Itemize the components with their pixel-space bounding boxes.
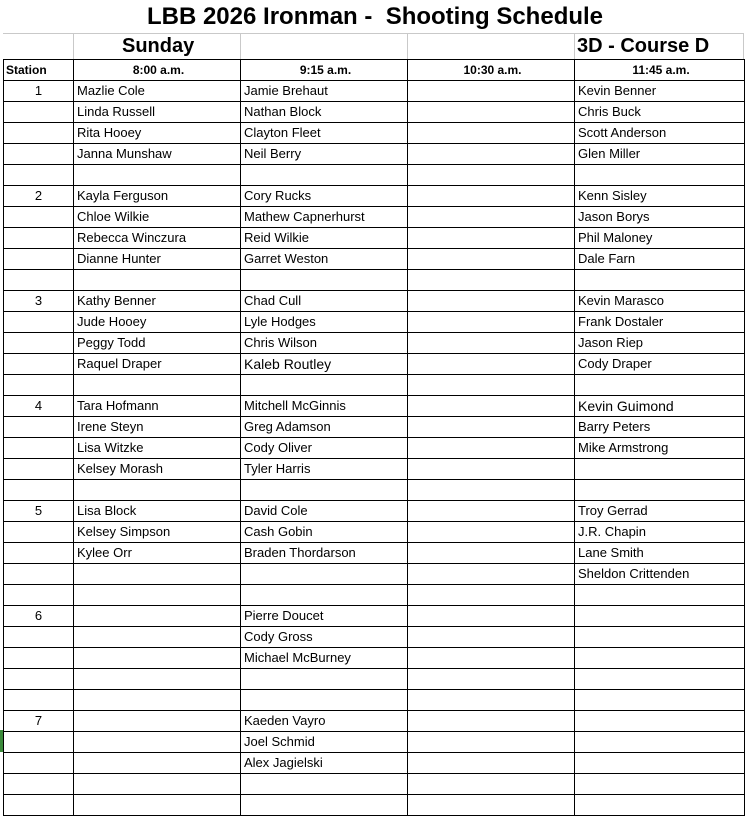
- slot-cell[interactable]: [408, 312, 575, 333]
- slot-cell[interactable]: Rebecca Winczura: [74, 228, 241, 249]
- schedule-title: LBB 2026 Ironman - Shooting Schedule: [146, 3, 604, 30]
- station-cell[interactable]: 1: [4, 81, 74, 102]
- station-cell[interactable]: [4, 270, 74, 291]
- slot-cell[interactable]: [408, 396, 575, 417]
- gridline: [743, 33, 744, 59]
- station-cell[interactable]: [4, 564, 74, 585]
- slot-cell[interactable]: [408, 165, 575, 186]
- station-cell[interactable]: 7: [4, 711, 74, 732]
- slot-cell[interactable]: [408, 732, 575, 753]
- slot-cell[interactable]: [575, 774, 745, 795]
- slot-cell[interactable]: [241, 270, 408, 291]
- slot-cell[interactable]: Kaeden Vayro: [241, 711, 408, 732]
- slot-cell[interactable]: [575, 648, 745, 669]
- table-row: [4, 564, 745, 585]
- table-row: [4, 774, 745, 795]
- station-cell[interactable]: 6: [4, 606, 74, 627]
- station-cell[interactable]: [4, 375, 74, 396]
- slot-cell[interactable]: Neil Berry: [241, 144, 408, 165]
- header-row: [4, 60, 745, 81]
- slot-cell[interactable]: [408, 753, 575, 774]
- table-row: [4, 711, 745, 732]
- station-cell[interactable]: [4, 123, 74, 144]
- slot-cell[interactable]: Lyle Hodges: [241, 312, 408, 333]
- table-row: [4, 102, 745, 123]
- slot-cell[interactable]: [575, 459, 745, 480]
- slot-cell[interactable]: Mathew Capnerhurst: [241, 207, 408, 228]
- slot-cell[interactable]: Pierre Doucet: [241, 606, 408, 627]
- header-time-3[interactable]: 10:30 a.m.: [408, 60, 575, 81]
- slot-cell[interactable]: Cody Gross: [241, 627, 408, 648]
- table-row: [4, 459, 745, 480]
- slot-cell[interactable]: Jamie Brehaut: [241, 81, 408, 102]
- slot-cell[interactable]: Kayla Ferguson: [74, 186, 241, 207]
- slot-cell[interactable]: [408, 123, 575, 144]
- slot-cell[interactable]: Lane Smith: [575, 543, 745, 564]
- table-row: [4, 333, 745, 354]
- slot-cell[interactable]: Mazlie Cole: [74, 81, 241, 102]
- table-row: [4, 291, 745, 312]
- station-cell[interactable]: [4, 312, 74, 333]
- slot-cell[interactable]: Nathan Block: [241, 102, 408, 123]
- header-station[interactable]: Station: [4, 60, 74, 81]
- slot-cell[interactable]: [408, 417, 575, 438]
- slot-cell[interactable]: Frank Dostaler: [575, 312, 745, 333]
- slot-cell[interactable]: [74, 627, 241, 648]
- station-cell[interactable]: [4, 522, 74, 543]
- slot-cell[interactable]: [74, 165, 241, 186]
- station-cell[interactable]: [4, 795, 74, 816]
- slot-cell[interactable]: Mitchell McGinnis: [241, 396, 408, 417]
- station-cell[interactable]: [4, 627, 74, 648]
- slot-cell[interactable]: [408, 459, 575, 480]
- table-row: [4, 228, 745, 249]
- slot-cell[interactable]: Raquel Draper: [74, 354, 241, 375]
- table-row: [4, 165, 745, 186]
- table-row: [4, 375, 745, 396]
- table-row: [4, 270, 745, 291]
- slot-cell[interactable]: [575, 753, 745, 774]
- station-cell[interactable]: [4, 417, 74, 438]
- slot-cell[interactable]: [408, 354, 575, 375]
- slot-cell[interactable]: [408, 228, 575, 249]
- slot-cell[interactable]: [408, 207, 575, 228]
- station-cell[interactable]: [4, 438, 74, 459]
- slot-cell[interactable]: [408, 774, 575, 795]
- slot-cell[interactable]: Glen Miller: [575, 144, 745, 165]
- slot-cell[interactable]: [408, 606, 575, 627]
- slot-cell[interactable]: [74, 711, 241, 732]
- slot-cell[interactable]: [408, 522, 575, 543]
- slot-cell[interactable]: [575, 480, 745, 501]
- table-row: [4, 585, 745, 606]
- slot-cell[interactable]: [575, 165, 745, 186]
- slot-cell[interactable]: [241, 585, 408, 606]
- slot-cell[interactable]: Kaleb Routley: [241, 354, 408, 375]
- slot-cell[interactable]: [74, 774, 241, 795]
- slot-cell[interactable]: Cash Gobin: [241, 522, 408, 543]
- slot-cell[interactable]: Janna Munshaw: [74, 144, 241, 165]
- slot-cell[interactable]: Barry Peters: [575, 417, 745, 438]
- station-cell[interactable]: [4, 669, 74, 690]
- slot-cell[interactable]: [575, 585, 745, 606]
- slot-cell[interactable]: [74, 669, 241, 690]
- table-row: [4, 522, 745, 543]
- station-cell[interactable]: [4, 732, 74, 753]
- slot-cell[interactable]: [575, 606, 745, 627]
- slot-cell[interactable]: Rita Hooey: [74, 123, 241, 144]
- slot-cell[interactable]: [408, 186, 575, 207]
- slot-cell[interactable]: Sheldon Crittenden: [575, 564, 745, 585]
- station-cell[interactable]: [4, 690, 74, 711]
- slot-cell[interactable]: Cody Oliver: [241, 438, 408, 459]
- table-row: [4, 354, 745, 375]
- station-cell[interactable]: [4, 480, 74, 501]
- station-cell[interactable]: [4, 207, 74, 228]
- slot-cell[interactable]: [575, 732, 745, 753]
- gridline: [407, 33, 408, 59]
- station-cell[interactable]: [4, 354, 74, 375]
- station-cell[interactable]: [4, 333, 74, 354]
- slot-cell[interactable]: Dale Farn: [575, 249, 745, 270]
- slot-cell[interactable]: Kelsey Simpson: [74, 522, 241, 543]
- table-row: [4, 732, 745, 753]
- table-row: [4, 81, 745, 102]
- slot-cell[interactable]: Kevin Guimond: [575, 396, 745, 417]
- slot-cell[interactable]: Kenn Sisley: [575, 186, 745, 207]
- slot-cell[interactable]: Reid Wilkie: [241, 228, 408, 249]
- day-label: Sunday: [122, 35, 195, 57]
- slot-cell[interactable]: [575, 711, 745, 732]
- slot-cell[interactable]: [408, 543, 575, 564]
- slot-cell[interactable]: [241, 564, 408, 585]
- table-row: [4, 795, 745, 816]
- slot-cell[interactable]: J.R. Chapin: [575, 522, 745, 543]
- slot-cell[interactable]: Chad Cull: [241, 291, 408, 312]
- slot-cell[interactable]: [408, 291, 575, 312]
- slot-cell[interactable]: Linda Russell: [74, 102, 241, 123]
- table-row: [4, 438, 745, 459]
- slot-cell[interactable]: [408, 669, 575, 690]
- slot-cell[interactable]: [74, 753, 241, 774]
- slot-cell[interactable]: [575, 690, 745, 711]
- slot-cell[interactable]: [408, 648, 575, 669]
- station-cell[interactable]: [4, 144, 74, 165]
- table-row: [4, 669, 745, 690]
- table-row: [4, 249, 745, 270]
- slot-cell[interactable]: Jude Hooey: [74, 312, 241, 333]
- header-time-4[interactable]: 11:45 a.m.: [575, 60, 745, 81]
- station-cell[interactable]: [4, 585, 74, 606]
- header-time-2[interactable]: 9:15 a.m.: [241, 60, 408, 81]
- slot-cell[interactable]: Scott Anderson: [575, 123, 745, 144]
- table-row: [4, 417, 745, 438]
- header-time-1[interactable]: 8:00 a.m.: [74, 60, 241, 81]
- slot-cell[interactable]: [74, 375, 241, 396]
- station-cell[interactable]: [4, 648, 74, 669]
- station-cell[interactable]: [4, 753, 74, 774]
- slot-cell[interactable]: [408, 249, 575, 270]
- slot-cell[interactable]: Braden Thordarson: [241, 543, 408, 564]
- slot-cell[interactable]: [575, 795, 745, 816]
- slot-cell[interactable]: [408, 144, 575, 165]
- slot-cell[interactable]: [74, 585, 241, 606]
- table-row: [4, 144, 745, 165]
- slot-cell[interactable]: [241, 165, 408, 186]
- slot-cell[interactable]: [241, 795, 408, 816]
- slot-cell[interactable]: Tara Hofmann: [74, 396, 241, 417]
- station-cell[interactable]: [4, 774, 74, 795]
- slot-cell[interactable]: [74, 732, 241, 753]
- schedule-table: [3, 59, 745, 816]
- slot-cell[interactable]: [575, 270, 745, 291]
- station-cell[interactable]: [4, 459, 74, 480]
- slot-cell[interactable]: Mike Armstrong: [575, 438, 745, 459]
- slot-cell[interactable]: Clayton Fleet: [241, 123, 408, 144]
- slot-cell[interactable]: Joel Schmid: [241, 732, 408, 753]
- station-cell[interactable]: 4: [4, 396, 74, 417]
- slot-cell[interactable]: [408, 585, 575, 606]
- gridline: [3, 33, 744, 34]
- slot-cell[interactable]: [74, 270, 241, 291]
- slot-cell[interactable]: [74, 480, 241, 501]
- slot-cell[interactable]: [408, 690, 575, 711]
- slot-cell[interactable]: [74, 564, 241, 585]
- slot-cell[interactable]: Lisa Block: [74, 501, 241, 522]
- selection-marker: [0, 730, 3, 752]
- slot-cell[interactable]: [241, 480, 408, 501]
- slot-cell[interactable]: [408, 711, 575, 732]
- slot-cell[interactable]: Cody Draper: [575, 354, 745, 375]
- station-cell[interactable]: [4, 165, 74, 186]
- slot-cell[interactable]: Chris Buck: [575, 102, 745, 123]
- slot-cell[interactable]: [408, 501, 575, 522]
- slot-cell[interactable]: Lisa Witzke: [74, 438, 241, 459]
- slot-cell[interactable]: [74, 795, 241, 816]
- slot-cell[interactable]: [408, 438, 575, 459]
- slot-cell[interactable]: Alex Jagielski: [241, 753, 408, 774]
- slot-cell[interactable]: David Cole: [241, 501, 408, 522]
- station-cell[interactable]: 2: [4, 186, 74, 207]
- slot-cell[interactable]: Jason Riep: [575, 333, 745, 354]
- table-row: [4, 123, 745, 144]
- table-row: [4, 606, 745, 627]
- slot-cell[interactable]: [241, 669, 408, 690]
- gridline: [73, 33, 74, 59]
- slot-cell[interactable]: [241, 774, 408, 795]
- slot-cell[interactable]: Dianne Hunter: [74, 249, 241, 270]
- station-cell[interactable]: 5: [4, 501, 74, 522]
- gridline: [240, 33, 241, 59]
- table-row: [4, 627, 745, 648]
- slot-cell[interactable]: Irene Steyn: [74, 417, 241, 438]
- slot-cell[interactable]: Kathy Benner: [74, 291, 241, 312]
- slot-cell[interactable]: [241, 375, 408, 396]
- slot-cell[interactable]: [408, 627, 575, 648]
- slot-cell[interactable]: Michael McBurney: [241, 648, 408, 669]
- table-row: [4, 501, 745, 522]
- slot-cell[interactable]: [575, 669, 745, 690]
- slot-cell[interactable]: Phil Maloney: [575, 228, 745, 249]
- slot-cell[interactable]: Greg Adamson: [241, 417, 408, 438]
- slot-cell[interactable]: [575, 375, 745, 396]
- slot-cell[interactable]: [408, 81, 575, 102]
- course-label: 3D - Course D: [577, 35, 710, 57]
- slot-cell[interactable]: Troy Gerrad: [575, 501, 745, 522]
- table-row: [4, 648, 745, 669]
- slot-cell[interactable]: [408, 795, 575, 816]
- slot-cell[interactable]: Cory Rucks: [241, 186, 408, 207]
- table-row: [4, 543, 745, 564]
- slot-cell[interactable]: Jason Borys: [575, 207, 745, 228]
- station-cell[interactable]: [4, 102, 74, 123]
- slot-cell[interactable]: Peggy Todd: [74, 333, 241, 354]
- slot-cell[interactable]: Chloe Wilkie: [74, 207, 241, 228]
- slot-cell[interactable]: [575, 627, 745, 648]
- slot-cell[interactable]: [241, 690, 408, 711]
- slot-cell[interactable]: [408, 270, 575, 291]
- slot-cell[interactable]: Garret Weston: [241, 249, 408, 270]
- table-row: [4, 312, 745, 333]
- table-row: [4, 207, 745, 228]
- slot-cell[interactable]: Tyler Harris: [241, 459, 408, 480]
- station-cell[interactable]: [4, 543, 74, 564]
- slot-cell[interactable]: [74, 690, 241, 711]
- slot-cell[interactable]: [408, 480, 575, 501]
- gridline: [574, 33, 575, 59]
- slot-cell[interactable]: [408, 375, 575, 396]
- slot-cell[interactable]: [74, 606, 241, 627]
- station-cell[interactable]: [4, 249, 74, 270]
- slot-cell[interactable]: [408, 102, 575, 123]
- slot-cell[interactable]: [408, 564, 575, 585]
- slot-cell[interactable]: [408, 333, 575, 354]
- slot-cell[interactable]: [74, 648, 241, 669]
- table-row: [4, 690, 745, 711]
- table-row: [4, 396, 745, 417]
- slot-cell[interactable]: Chris Wilson: [241, 333, 408, 354]
- table-row: [4, 186, 745, 207]
- slot-cell[interactable]: Kevin Marasco: [575, 291, 745, 312]
- slot-cell[interactable]: Kylee Orr: [74, 543, 241, 564]
- table-row: [4, 753, 745, 774]
- slot-cell[interactable]: Kevin Benner: [575, 81, 745, 102]
- station-cell[interactable]: 3: [4, 291, 74, 312]
- table-row: [4, 480, 745, 501]
- slot-cell[interactable]: Kelsey Morash: [74, 459, 241, 480]
- station-cell[interactable]: [4, 228, 74, 249]
